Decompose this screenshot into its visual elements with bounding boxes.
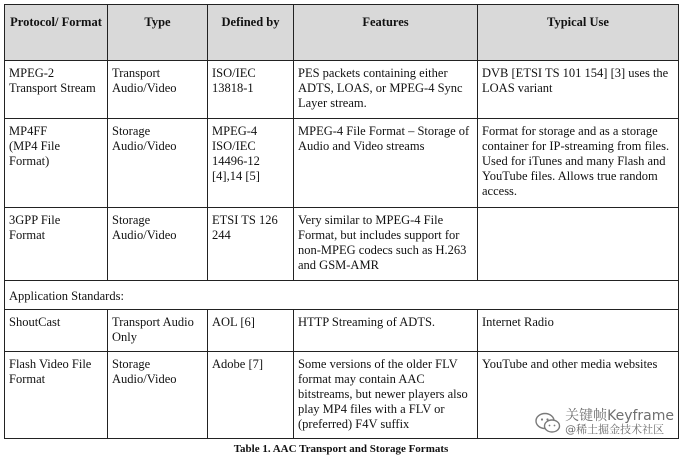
watermark-sub: @稀土掘金技术社区 — [565, 423, 665, 436]
header-defined-by: Defined by — [208, 5, 294, 61]
table-cell — [478, 208, 679, 281]
header-features: Features — [294, 5, 478, 61]
table-cell: MPEG-4 File Format – Storage of Audio and Video streams — [294, 119, 478, 208]
header-type: Type — [108, 5, 208, 61]
section-label: Application Standards: — [5, 281, 679, 310]
watermark — [535, 409, 674, 437]
section-row — [5, 281, 679, 310]
table-cell: MPEG-2 Transport Stream — [5, 61, 108, 119]
table-cell: Flash Video File Format — [5, 352, 108, 439]
table-cell: Transport Audio Only — [108, 310, 208, 352]
table-cell: Format for storage and as a storage container for IP-streaming from files. Used for iTunes and many Flash and YouTube files. Allows true random access. — [478, 119, 679, 208]
header-row — [5, 5, 679, 61]
table-cell: Adobe [7] — [208, 352, 294, 439]
table-cell: Storage Audio/Video — [108, 352, 208, 439]
table-row — [5, 119, 679, 208]
table-cell: Transport Audio/Video — [108, 61, 208, 119]
table-cell: PES packets containing either ADTS, LOAS, or MPEG-4 Sync Layer stream. — [294, 61, 478, 119]
table-cell: DVB [ETSI TS 101 154] [3] uses the LOAS variant — [478, 61, 679, 119]
table-cell: HTTP Streaming of ADTS. — [294, 310, 478, 352]
table-cell: ShoutCast — [5, 310, 108, 352]
table-cell: Internet Radio — [478, 310, 679, 352]
table-cell: YouTube and other media websites — [478, 352, 679, 439]
header-protocol: Protocol/ Format — [5, 5, 108, 61]
wechat-icon — [535, 412, 561, 434]
aac-formats-table — [4, 4, 679, 439]
table-cell: ETSI TS 126 244 — [208, 208, 294, 281]
header-typical-use: Typical Use — [478, 5, 679, 61]
table-cell: Very similar to MPEG-4 File Format, but includes support for non-MPEG codecs such as H.263 and GSM-AMR — [294, 208, 478, 281]
table-cell: MP4FF (MP4 File Format) — [5, 119, 108, 208]
watermark-title: 关键帧Keyframe — [565, 408, 674, 424]
table-cell: AOL [6] — [208, 310, 294, 352]
table-cell: Some versions of the older FLV format may contain AAC bitstreams, but newer players also play MP4 files with a FLV or (preferred) F4V suffix — [294, 352, 478, 439]
table-cell: 3GPP File Format — [5, 208, 108, 281]
table-cell: MPEG-4 ISO/IEC 14496-12 [4],14 [5] — [208, 119, 294, 208]
table-cell: Storage Audio/Video — [108, 208, 208, 281]
table-row — [5, 208, 679, 281]
table-cell: ISO/IEC 13818-1 — [208, 61, 294, 119]
table-row — [5, 61, 679, 119]
table-caption: Table 1. AAC Transport and Storage Formats — [233, 443, 449, 455]
table-row — [5, 310, 679, 352]
table-cell: Storage Audio/Video — [108, 119, 208, 208]
